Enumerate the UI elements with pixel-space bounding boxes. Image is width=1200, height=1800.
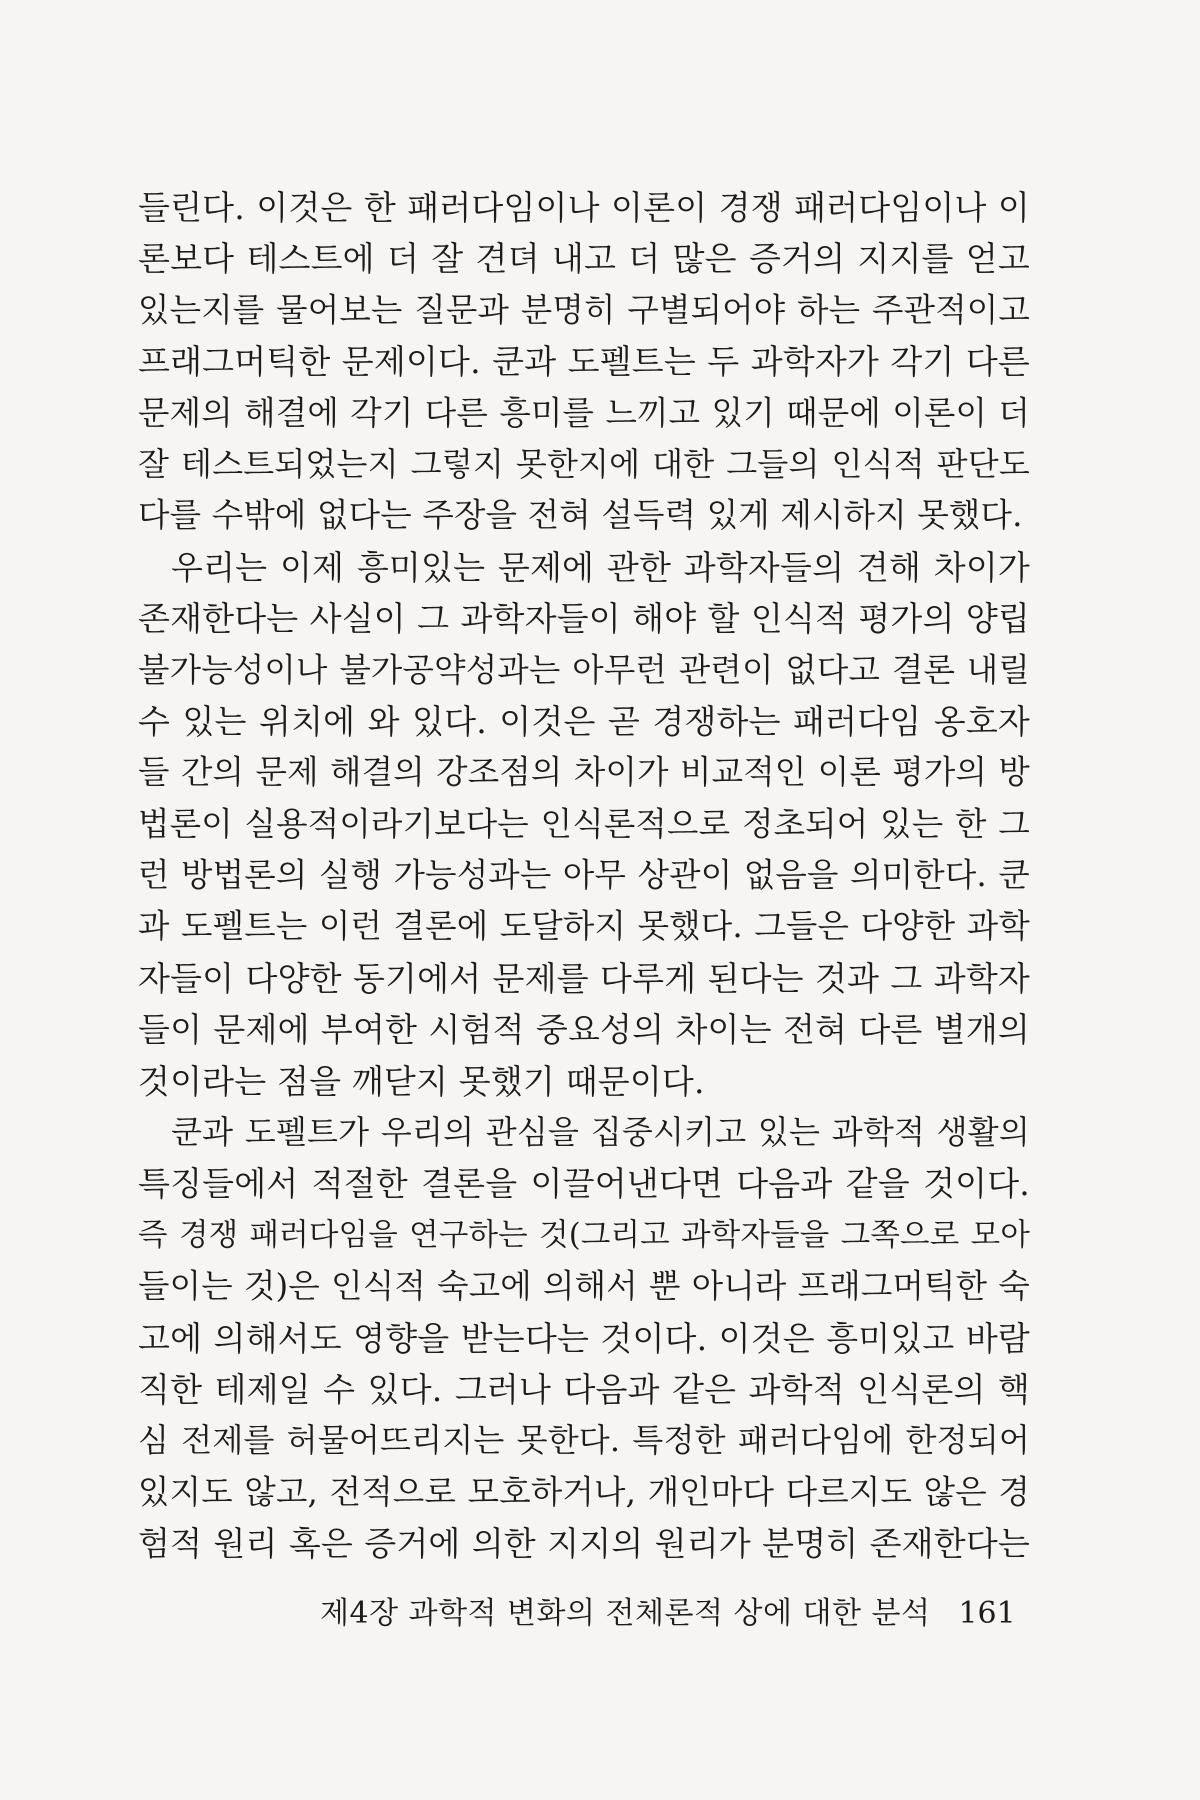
text-line: 들이는 것)은 인식적 숙고에 의해서 뿐 아니라 프래그머틱한 숙 bbox=[138, 1267, 1030, 1306]
chapter-title: 제4장 과학적 변화의 전체론적 상에 대한 분석 bbox=[320, 1596, 931, 1631]
text-line: 법론이 실용적이라기보다는 인식론적으로 정초되어 있는 한 그 bbox=[138, 804, 1030, 843]
text-line: 문제의 해결에 각기 다른 흥미를 느끼고 있기 때문에 이론이 더 bbox=[138, 393, 1030, 432]
text-line: 과 도펠트는 이런 결론에 도달하지 못했다. 그들은 다양한 과학 bbox=[138, 907, 1030, 946]
text-line: 자들이 다양한 동기에서 문제를 다루게 된다는 것과 그 과학자 bbox=[138, 958, 1030, 998]
text-line: 있는지를 물어보는 질문과 분명히 구별되어야 하는 주관적이고 bbox=[138, 290, 1030, 329]
text-line: 것이라는 점을 깨닫지 못했기 때문이다. bbox=[138, 1061, 705, 1101]
text-line: 다를 수밖에 없다는 주장을 전혀 설득력 있게 제시하지 못했다. bbox=[138, 496, 1023, 535]
text-line: 수 있는 위치에 와 있다. 이것은 곧 경쟁하는 패러다임 옹호자 bbox=[138, 701, 1030, 741]
text-line: 특징들에서 적절한 결론을 이끌어낸다면 다음과 같을 것이다. bbox=[138, 1164, 1030, 1204]
text-line: 쿤과 도펠트가 우리의 관심을 집중시키고 있는 과학적 생활의 bbox=[171, 1113, 1030, 1152]
text-line: 있지도 않고, 전적으로 모호하거나, 개인마다 다르지도 않은 경 bbox=[138, 1472, 1030, 1511]
text-line: 불가능성이나 불가공약성과는 아무런 관련이 없다고 결론 내릴 bbox=[138, 650, 1030, 689]
text-line: 험적 원리 혹은 증거에 의한 지지의 원리가 분명히 존재한다는 bbox=[138, 1524, 1030, 1564]
text-line: 프래그머틱한 문제이다. 쿤과 도펠트는 두 과학자가 각기 다른 bbox=[138, 342, 1030, 382]
text-line: 들이 문제에 부여한 시험적 중요성의 차이는 전혀 다른 별개의 bbox=[138, 1010, 1030, 1050]
text-line: 론보다 테스트에 더 잘 견뎌 내고 더 많은 증거의 지지를 얻고 bbox=[138, 239, 1030, 279]
text-line: 우리는 이제 흥미있는 문제에 관한 과학자들의 견해 차이가 bbox=[171, 547, 1030, 587]
page-number: 161 bbox=[958, 1596, 1016, 1631]
text-line: 존재한다는 사실이 그 과학자들이 해야 할 인식적 평가의 양립 bbox=[138, 599, 1030, 639]
body-text bbox=[138, 182, 1030, 1570]
text-line: 심 전제를 허물어뜨리지는 못한다. 특정한 패러다임에 한정되어 bbox=[138, 1421, 1030, 1460]
text-line: 고에 의해서도 영향을 받는다는 것이다. 이것은 흥미있고 바람 bbox=[138, 1318, 1030, 1358]
text-line: 런 방법론의 실행 가능성과는 아무 상관이 없음을 의미한다. 쿤 bbox=[138, 856, 1030, 895]
text-line: 들 간의 문제 해결의 강조점의 차이가 비교적인 이론 평가의 방 bbox=[138, 753, 1030, 792]
text-line: 직한 테제일 수 있다. 그러나 다음과 같은 과학적 인식론의 핵 bbox=[138, 1369, 1030, 1409]
text-line: 들린다. 이것은 한 패러다임이나 이론이 경쟁 패러다임이나 이 bbox=[138, 188, 1030, 227]
running-footer bbox=[320, 1592, 1016, 1636]
text-line: 즉 경쟁 패러다임을 연구하는 것(그리고 과학자들을 그쪽으로 모아 bbox=[138, 1217, 1030, 1253]
text-line: 잘 테스트되었는지 그렇지 못한지에 대한 그들의 인식적 판단도 bbox=[138, 444, 1030, 483]
